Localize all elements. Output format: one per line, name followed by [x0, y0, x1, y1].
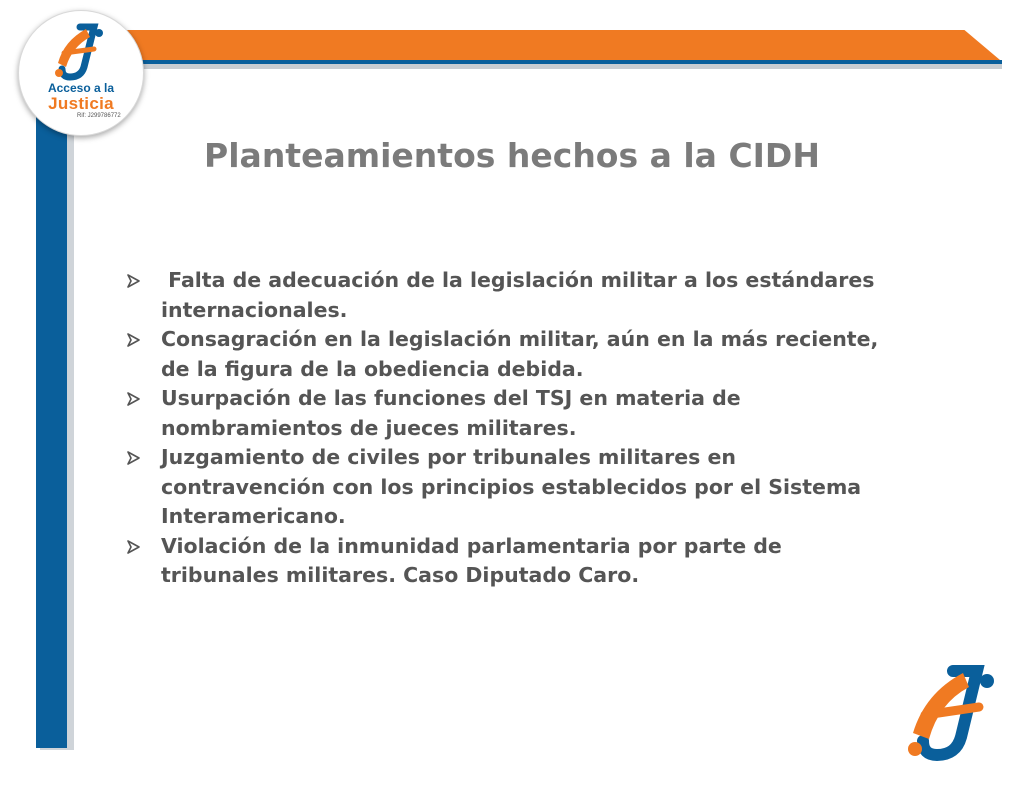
logo-text-rif: Rif: J299786772: [77, 113, 121, 119]
acceso-justicia-logo-icon: [50, 23, 110, 81]
corner-logo-icon: [901, 663, 1003, 764]
organization-logo: [18, 10, 144, 136]
slide-title: Planteamientos hechos a la CIDH: [204, 136, 820, 175]
left-accent-bar: [36, 90, 67, 748]
arrowhead-bullet-icon: [125, 391, 141, 407]
bullet-item: [125, 266, 905, 325]
bullet-item: [125, 443, 905, 532]
bullet-text: Usurpación de las funciones del TSJ en materia de nombramientos de jueces militares.: [161, 386, 741, 440]
bullet-item: [125, 532, 905, 591]
bullet-text: Consagración en la legislación militar, aún en la más reciente, de la figura de la obediencia debida.: [161, 327, 879, 381]
top-accent-bar: [111, 30, 1000, 60]
bullet-text: Violación de la inmunidad parlamentaria por parte de tribunales militares. Caso Diputado Caro.: [161, 533, 782, 587]
arrowhead-bullet-icon: [125, 539, 141, 555]
bullet-item: [125, 325, 905, 384]
arrowhead-bullet-icon: [125, 450, 141, 466]
bullet-item: [125, 384, 905, 443]
logo-text-justicia: Justicia: [48, 94, 114, 113]
bullet-list: [125, 266, 905, 591]
arrowhead-bullet-icon: [125, 332, 141, 348]
bullet-text: Juzgamiento de civiles por tribunales militares en contravención con los principios establecidos por el Sistema Interamericano.: [161, 445, 862, 528]
logo-text-acceso: Acceso a la: [47, 81, 115, 95]
bullet-text: Falta de adecuación de la legislación militar a los estándares internacionales.: [161, 268, 875, 322]
arrowhead-bullet-icon: [125, 273, 141, 289]
top-blue-line: [113, 60, 1002, 64]
